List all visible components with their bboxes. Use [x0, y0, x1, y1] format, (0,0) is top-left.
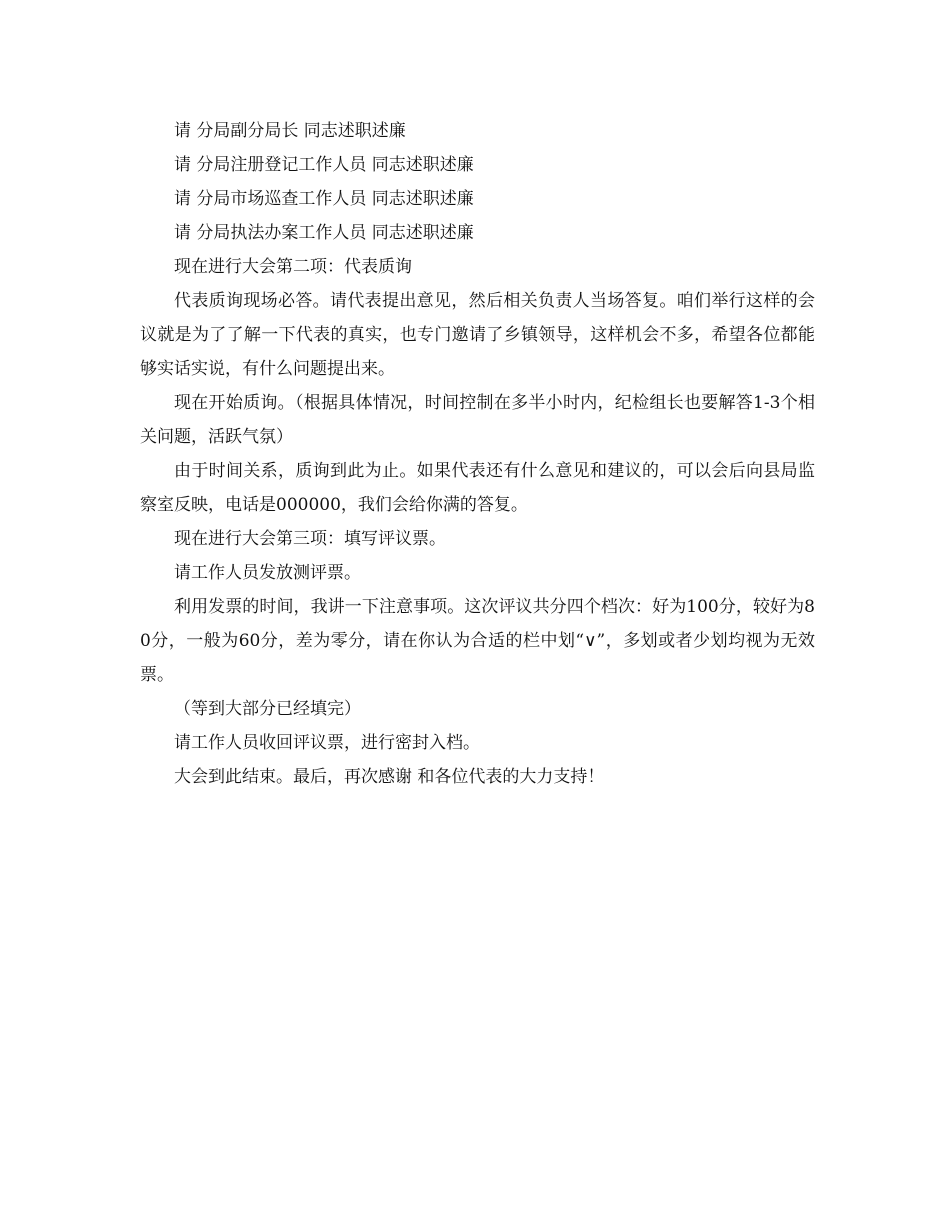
paragraph-agenda-item-two: 现在进行大会第二项：代表质询 — [174, 257, 412, 277]
paragraph-inquiry-intro: 代表质询现场必答。请代表提出意见，然后相关负责人当场答复。咱们举行这样的会议就是为了了解一下代表的真实，也专门邀请了乡镇领导，这样机会不多，希望各位都能够实话实说，有什么问题提出来。 — [140, 291, 815, 379]
paragraph-speech-inspection-staff: 请 分局市场巡查工作人员 同志述职述廉 — [174, 189, 474, 209]
paragraph-closing: 大会到此结束。最后，再次感谢 和各位代表的大力支持！ — [174, 767, 605, 787]
document-body — [140, 114, 815, 794]
paragraph-voting-instructions: 利用发票的时间，我讲一下注意事项。这次评议共分四个档次：好为100分，较好为80分，一般为60分，差为零分，请在你认为合适的栏中划“∨”，多划或者少划均视为无效票。 — [140, 597, 815, 685]
paragraph-collect-ballots: 请工作人员收回评议票，进行密封入档。 — [174, 733, 480, 753]
paragraph-inquiry-end: 由于时间关系，质询到此为止。如果代表还有什么意见和建议的，可以会后向县局监察室反映，电话是000000，我们会给你满的答复。 — [140, 461, 815, 515]
paragraph-speech-deputy-director: 请 分局副分局长 同志述职述廉 — [174, 121, 406, 141]
paragraph-agenda-item-three: 现在进行大会第三项：填写评议票。 — [174, 529, 446, 549]
paragraph-speech-registration-staff: 请 分局注册登记工作人员 同志述职述廉 — [174, 155, 474, 175]
paragraph-wait-note: （等到大部分已经填完） — [174, 699, 361, 719]
paragraph-inquiry-start: 现在开始质询。（根据具体情况，时间控制在多半小时内，纪检组长也要解答1-3个相关问题，活跃气氛） — [140, 393, 815, 447]
paragraph-speech-enforcement-staff: 请 分局执法办案工作人员 同志述职述廉 — [174, 223, 474, 243]
paragraph-distribute-ballots: 请工作人员发放测评票。 — [174, 563, 361, 583]
